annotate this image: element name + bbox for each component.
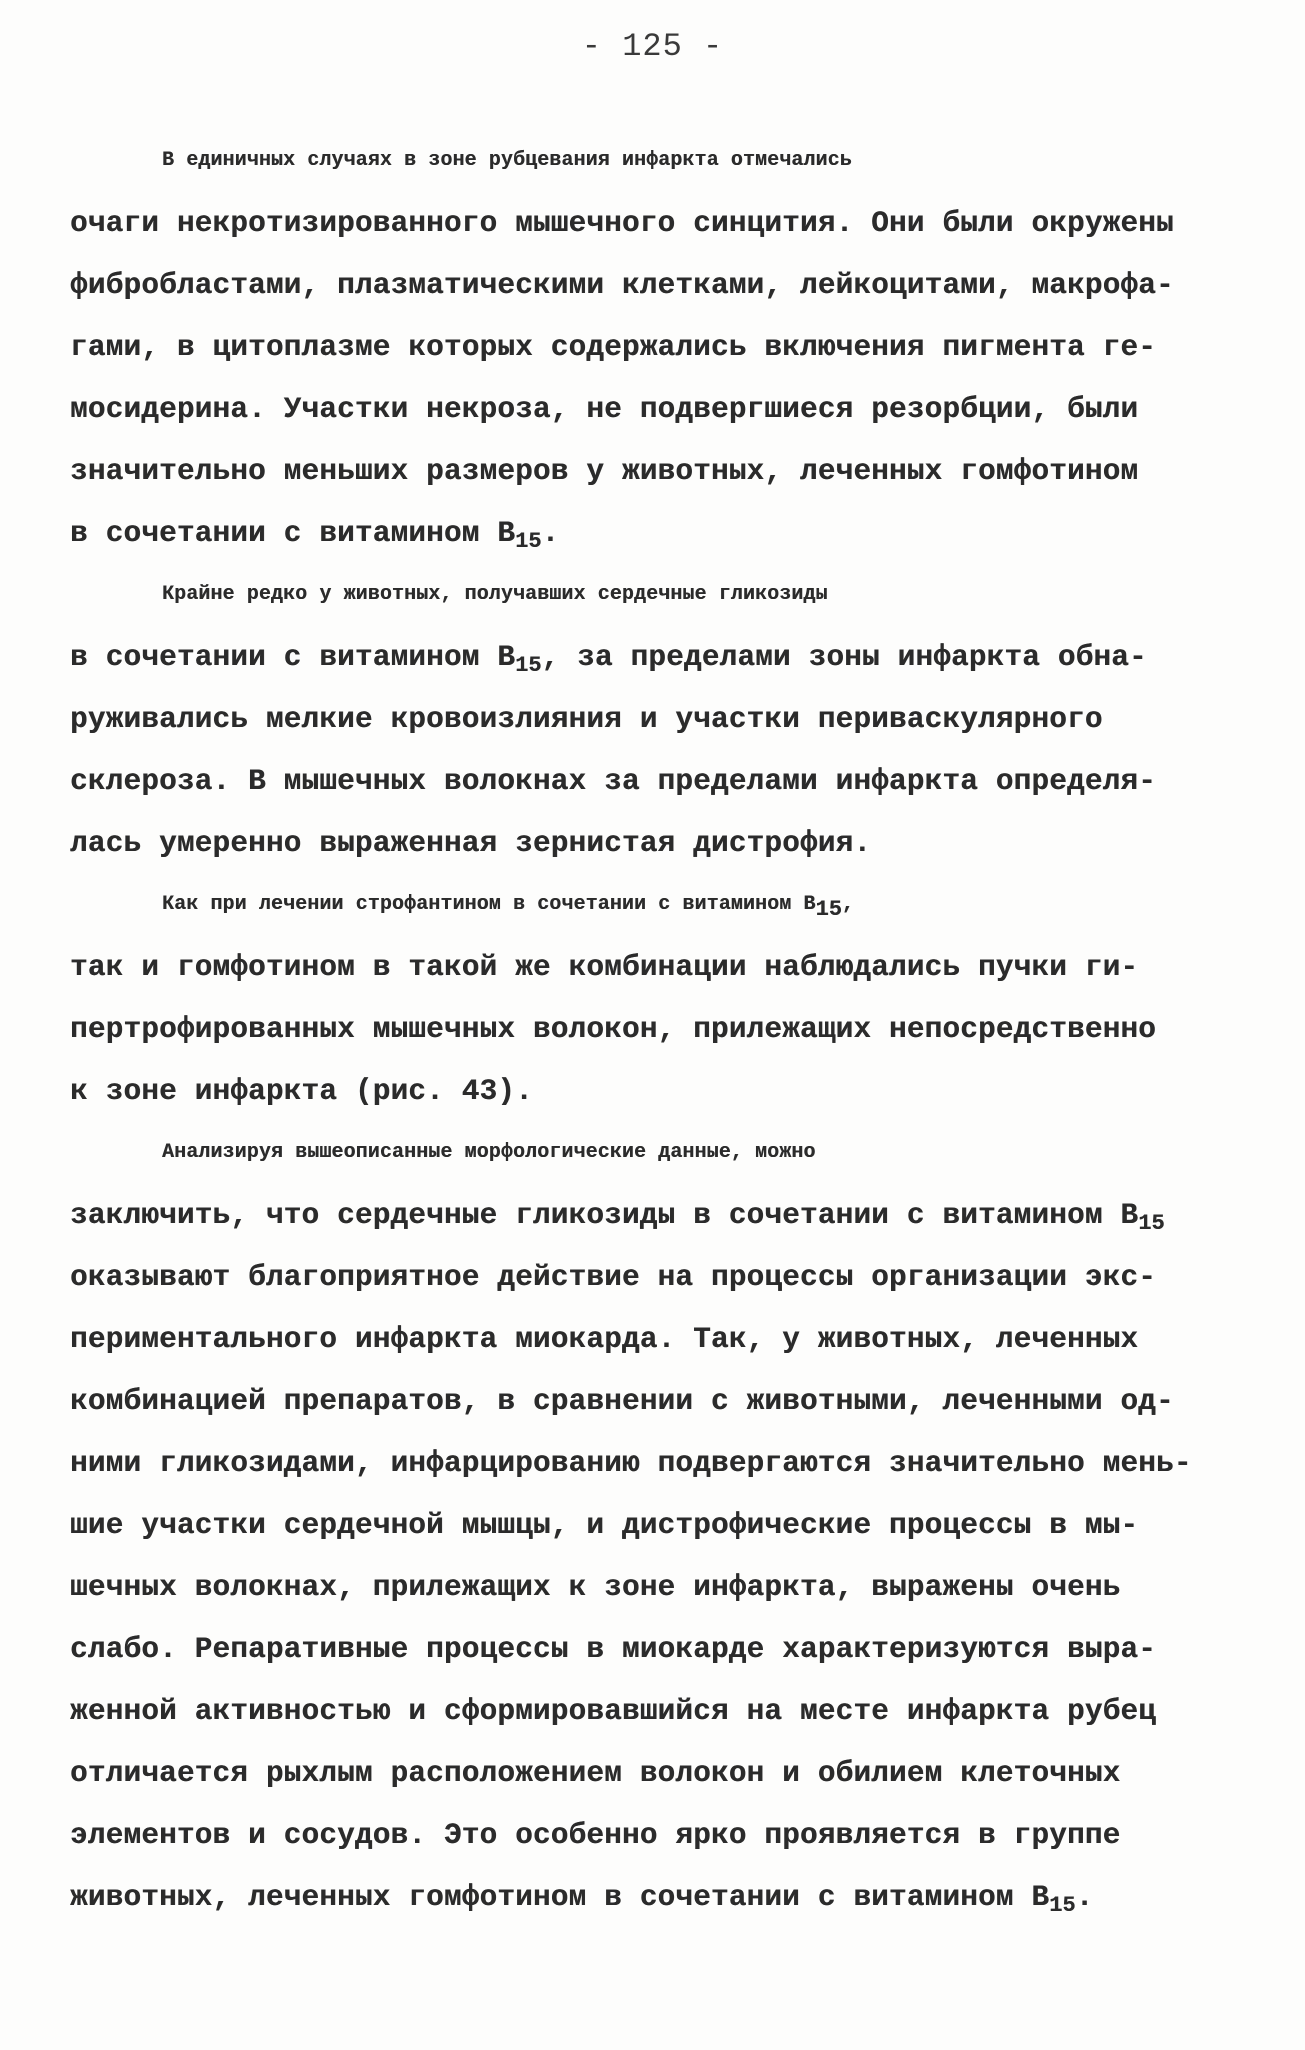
text-line-content: слабо. Репаративные процессы в миокарде характеризуются выра- <box>70 1632 1156 1666</box>
text-line <box>70 254 1230 316</box>
text-line <box>70 502 1230 564</box>
text-line <box>70 998 1230 1060</box>
text-line <box>70 1680 1230 1742</box>
text-line-content: В единичных случаях в зоне рубцевания инфаркта отмечались <box>162 149 852 172</box>
text-line <box>70 564 1230 626</box>
text-line <box>70 874 1230 936</box>
text-line-content: лась умеренно выраженная зернистая дистрофия. <box>70 826 872 860</box>
text-line-content: значительно меньших размеров у животных, леченных гомфотином <box>70 454 1139 488</box>
text-line-content: шечных волокнах, прилежащих к зоне инфаркта, выражены очень <box>70 1570 1121 1604</box>
text-line-content: Крайне редко у животных, получавших сердечные гликозиды <box>162 583 828 606</box>
text-line <box>70 1246 1230 1308</box>
text-line <box>70 750 1230 812</box>
text-line <box>70 936 1230 998</box>
text-line <box>70 130 1230 192</box>
text-line-content: так и гомфотином в такой же комбинации наблюдались пучки ги- <box>70 950 1139 984</box>
text-line <box>70 1618 1230 1680</box>
subscript: 15 <box>1049 1893 1076 1918</box>
text-line <box>70 1432 1230 1494</box>
text-line <box>70 316 1230 378</box>
text-line <box>70 440 1230 502</box>
text-line-content: комбинацией препаратов, в сравнении с животными, леченными од- <box>70 1384 1174 1418</box>
text-line <box>70 1370 1230 1432</box>
text-line-content: в сочетании с витамином B <box>70 516 516 550</box>
text-line-content: шие участки сердечной мышцы, и дистрофические процессы в мы- <box>70 1508 1139 1542</box>
text-line <box>70 626 1230 688</box>
text-line <box>70 1122 1230 1184</box>
page-number: - 125 - <box>581 28 724 65</box>
text-line-content: Анализируя вышеописанные морфологические данные, можно <box>162 1141 816 1164</box>
text-line-content: пертрофированных мышечных волокон, прилежащих непосредственно <box>70 1012 1156 1046</box>
body-text <box>70 130 1230 1928</box>
text-line-content: ними гликозидами, инфарцированию подвергаются значительно мень- <box>70 1446 1192 1480</box>
text-line <box>70 812 1230 874</box>
text-line <box>70 1742 1230 1804</box>
text-line <box>70 192 1230 254</box>
subscript: 15 <box>1138 1211 1165 1236</box>
text-line <box>70 1494 1230 1556</box>
text-line <box>70 1060 1230 1122</box>
text-line-content: элементов и сосудов. Это особенно ярко проявляется в группе <box>70 1818 1121 1852</box>
text-line-content: руживались мелкие кровоизлияния и участки периваскулярного <box>70 702 1103 736</box>
subscript: 15 <box>515 653 542 678</box>
text-line-content: отличается рыхлым расположением волокон и обилием клеточных <box>70 1756 1121 1790</box>
text-line <box>70 1804 1230 1866</box>
subscript: 15 <box>815 897 842 922</box>
text-line <box>70 1866 1230 1928</box>
text-line-tail: . <box>1075 1880 1094 1914</box>
text-line-content: женной активностью и сформировавшийся на месте инфаркта рубец <box>70 1694 1156 1728</box>
text-line <box>70 1184 1230 1246</box>
text-line-content: склероза. В мышечных волокнах за пределами инфаркта определя- <box>70 764 1156 798</box>
text-line <box>70 1308 1230 1370</box>
text-line-content: Как при лечении строфантином в сочетании с витамином B <box>162 893 816 916</box>
text-line-content: в сочетании с витамином B <box>70 640 516 674</box>
text-line-content: очаги некротизированного мышечного синцития. Они были окружены <box>70 206 1174 240</box>
text-line-content: гами, в цитоплазме которых содержались включения пигмента ге- <box>70 330 1156 364</box>
text-line-content: заключить, что сердечные гликозиды в сочетании с витамином B <box>70 1198 1139 1232</box>
text-line-content: фибробластами, плазматическими клетками, лейкоцитами, макрофа- <box>70 268 1174 302</box>
text-line <box>70 378 1230 440</box>
text-line-content: периментального инфаркта миокарда. Так, у животных, леченных <box>70 1322 1139 1356</box>
text-line-content: к зоне инфаркта (рис. 43). <box>70 1074 533 1108</box>
text-line <box>70 1556 1230 1618</box>
text-line-tail: , за пределами зоны инфаркта обна- <box>541 640 1147 674</box>
text-line-tail: . <box>541 516 560 550</box>
text-line-content: мосидерина. Участки некроза, не подвергшиеся резорбции, были <box>70 392 1139 426</box>
text-line-content: животных, леченных гомфотином в сочетании с витамином B <box>70 1880 1050 1914</box>
text-line <box>70 688 1230 750</box>
text-line-content: оказывают благоприятное действие на процессы организации экс- <box>70 1260 1156 1294</box>
text-line-tail: , <box>841 893 855 916</box>
subscript: 15 <box>515 529 542 554</box>
